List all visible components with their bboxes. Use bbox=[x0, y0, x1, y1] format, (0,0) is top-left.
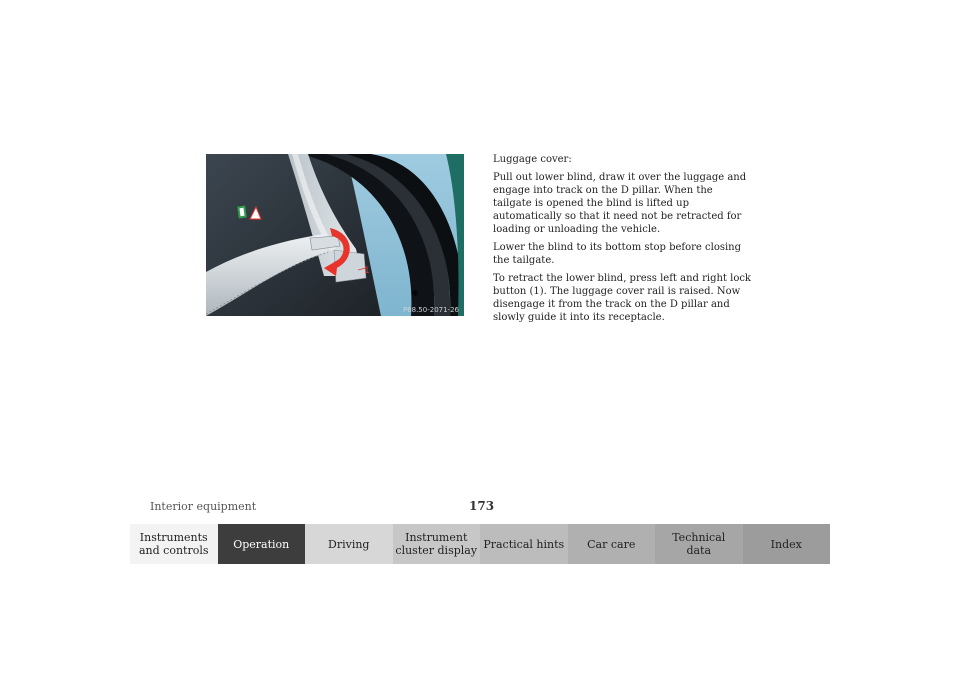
callout-number: 1 bbox=[364, 266, 370, 276]
paragraph: Pull out lower blind, draw it over the luggage and engage into track on the D pillar. When the tailgate is opened the blind is lifted up automatically so that it need not be retracted for loading or unloading the vehicle. bbox=[493, 172, 747, 235]
page-number: 173 bbox=[469, 499, 495, 513]
tab-instrument-cluster-display[interactable]: Instrument cluster display bbox=[393, 524, 481, 564]
seat-warning-icon bbox=[237, 206, 247, 219]
content-column bbox=[493, 153, 753, 329]
content-heading: Luggage cover: bbox=[493, 154, 572, 165]
figure-code: P68.50-2071-26 bbox=[402, 306, 459, 314]
tab-car-care[interactable]: Car care bbox=[568, 524, 656, 564]
chapter-nav bbox=[130, 524, 830, 564]
section-title: Interior equipment bbox=[150, 500, 257, 513]
tab-index[interactable]: Index bbox=[743, 524, 831, 564]
paragraph: Lower the blind to its bottom stop before closing the tailgate. bbox=[493, 242, 742, 266]
tab-driving[interactable]: Driving bbox=[305, 524, 393, 564]
tab-operation[interactable]: Operation bbox=[218, 524, 306, 564]
paragraph: To retract the lower blind, press left and right lock button (1). The luggage cover rail is raised. Now disengage it from the track on the D pillar and slowly guide it into its receptacle. bbox=[493, 273, 751, 323]
tab-instruments-and-controls[interactable]: Instruments and controls bbox=[130, 524, 218, 564]
luggage-cover-illustration bbox=[206, 154, 464, 316]
tab-technical-data[interactable]: Technical data bbox=[655, 524, 743, 564]
tab-practical-hints[interactable]: Practical hints bbox=[480, 524, 568, 564]
